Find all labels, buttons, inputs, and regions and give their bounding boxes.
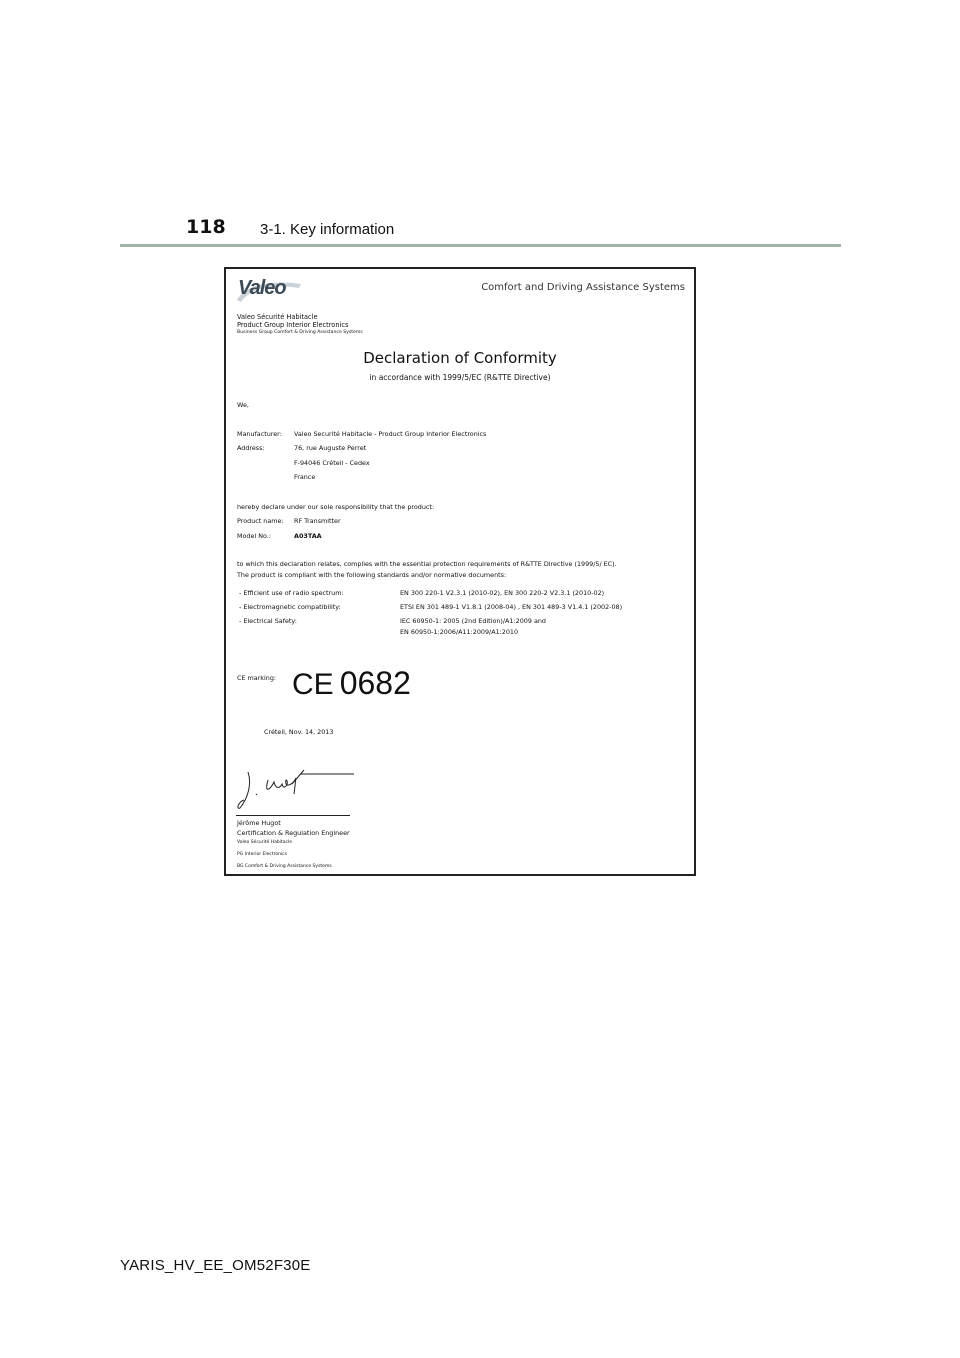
company-line: Valeo Sécurité Habitacle	[237, 313, 318, 321]
address-line: France	[294, 473, 316, 481]
manufacturer-label: Manufacturer:	[237, 430, 282, 438]
manual-code: YARIS_HV_EE_OM52F30E	[120, 1257, 311, 1274]
address-line: F-94046 Créteil - Cedex	[294, 459, 370, 467]
standard-value: IEC 60950-1: 2005 (2nd Edition)/A1:2009 and	[400, 617, 546, 625]
compliance-text: The product is compliant with the following standards and/or normative documents:	[237, 571, 507, 579]
standard-label: - Efficient use of radio spectrum:	[239, 589, 344, 597]
standard-label: - Electrical Safety:	[239, 617, 297, 625]
ce-mark	[292, 665, 411, 702]
signer-org: BG Comfort & Driving Assistance Systems	[237, 864, 332, 869]
header-rule	[120, 244, 841, 247]
ce-symbol: CE	[292, 668, 334, 701]
we-text: We,	[237, 401, 249, 409]
signer-org: PG Interior Electronics	[237, 852, 288, 857]
notified-body-number: 0682	[339, 665, 411, 701]
signature-line	[236, 815, 350, 816]
signature	[234, 764, 354, 812]
product-name-label: Product name:	[237, 517, 284, 525]
model-value: A03TAA	[294, 532, 322, 540]
company-line: Business Group Comfort & Driving Assistance Systems	[237, 330, 363, 335]
standard-value: EN 60950-1:2006/A11:2009/A1:2010	[400, 628, 519, 636]
standard-label: - Electromagnetic compatibility:	[239, 603, 341, 611]
product-name-value: RF Transmitter	[294, 517, 341, 525]
document-subtitle: in accordance with 1999/5/EC (R&TTE Directive)	[369, 373, 551, 382]
standard-value: ETSI EN 301 489-1 V1.8.1 (2008-04) , EN 301 489-3 V1.4.1 (2002-08)	[400, 603, 623, 611]
manufacturer-value: Valeo Securité Habitacle - Product Group Interior Electronics	[294, 430, 487, 438]
address-label: Address:	[237, 444, 265, 452]
standard-value: EN 300 220-1 V2.3.1 (2010-02), EN 300 220-2 V2.3.1 (2010-02)	[400, 589, 605, 597]
signer-org: Valeo Sécurité Habitacle	[237, 840, 292, 845]
company-line: Product Group Interior Electronics	[237, 321, 349, 329]
section-title: 3-1. Key information	[260, 221, 395, 238]
declaration-of-conformity-image	[224, 267, 696, 876]
division-tagline: Comfort and Driving Assistance Systems	[481, 282, 685, 293]
relates-text: to which this declaration relates, complies with the essential protection requirements of R&TTE Directive (1999/5/ EC).	[237, 560, 617, 568]
model-label: Model No.:	[237, 532, 271, 540]
page-number: 118	[186, 216, 226, 238]
signer-title: Certification & Regulation Engineer	[237, 829, 350, 837]
signer-name: Jérôme Hugot	[237, 819, 281, 827]
document-title: Declaration of Conformity	[363, 349, 557, 367]
address-line: 76, rue Auguste Perret	[294, 444, 367, 452]
declare-text: hereby declare under our sole responsibility that the product:	[237, 503, 435, 511]
ce-marking-label: CE marking:	[237, 674, 277, 682]
place-and-date: Créteil, Nov. 14, 2013	[264, 728, 334, 736]
valeo-logo-text: Valeo	[238, 277, 286, 299]
